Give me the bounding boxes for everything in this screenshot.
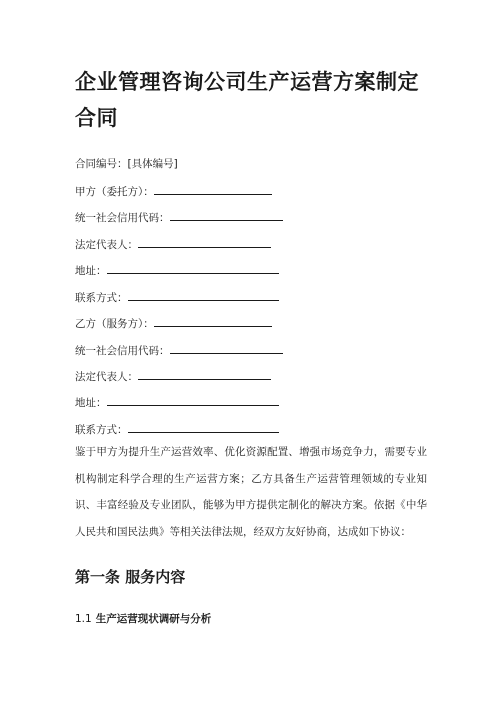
contract-number-label: 合同编号：: [75, 158, 128, 170]
party-a-legal-rep-line: [75, 236, 271, 252]
party-b-address-label: 地址：: [75, 397, 107, 409]
party-a-credit-code-label: 统一社会信用代码：: [75, 212, 170, 224]
party-b-contact-line: [75, 421, 279, 437]
party-b-blank[interactable]: [154, 315, 272, 327]
contract-number-line: [75, 157, 178, 171]
section-1-heading: 第一条 服务内容: [75, 568, 186, 586]
subsection-1-1-heading: [75, 612, 211, 626]
party-b-label: 乙方（服务方）：: [75, 318, 154, 330]
party-a-blank[interactable]: [154, 183, 272, 195]
party-a-line: [75, 183, 272, 199]
party-a-address-label: 地址：: [75, 265, 107, 277]
party-a-legal-rep-label: 法定代表人：: [75, 239, 138, 251]
party-b-credit-code-label: 统一社会信用代码：: [75, 345, 170, 357]
party-b-address-blank[interactable]: [107, 394, 279, 406]
preamble-paragraph: 鉴于甲方为提升生产运营效率、优化资源配置、增强市场竞争力，需要专业机构制定科学合理的生产运营方案；乙方具备生产运营管理领域的专业知识、丰富经验及专业团队，能够为甲方提供定制化的解决方案。依据《中华人民共和国民法典》等相关法律法规，经双方友好协商，达成如下协议：: [75, 446, 427, 538]
party-a-credit-code-line: [75, 209, 283, 225]
party-a-contact-label: 联系方式：: [75, 292, 128, 304]
subsection-1-1-number: 1.1: [75, 613, 92, 625]
party-a-label: 甲方（委托方）：: [75, 186, 154, 198]
party-b-line: [75, 315, 272, 331]
party-b-contact-label: 联系方式：: [75, 424, 128, 436]
party-a-address-blank[interactable]: [107, 262, 279, 274]
party-b-contact-blank[interactable]: [128, 421, 279, 433]
party-a-address-line: [75, 262, 279, 278]
party-b-credit-code-blank[interactable]: [170, 342, 283, 354]
party-b-legal-rep-label: 法定代表人：: [75, 371, 138, 383]
party-a-legal-rep-blank[interactable]: [138, 236, 271, 248]
party-b-legal-rep-blank[interactable]: [138, 368, 271, 380]
subsection-1-1-title: 生产运营现状调研与分析: [95, 613, 212, 625]
document-title: 企业管理咨询公司生产运营方案制定合同: [75, 70, 419, 130]
party-b-address-line: [75, 394, 279, 410]
contract-number-value: [具体编号]: [127, 158, 178, 170]
party-a-credit-code-blank[interactable]: [170, 209, 283, 221]
party-b-legal-rep-line: [75, 368, 271, 384]
party-b-credit-code-line: [75, 342, 283, 358]
party-a-contact-blank[interactable]: [128, 289, 279, 301]
party-a-contact-line: [75, 289, 279, 305]
